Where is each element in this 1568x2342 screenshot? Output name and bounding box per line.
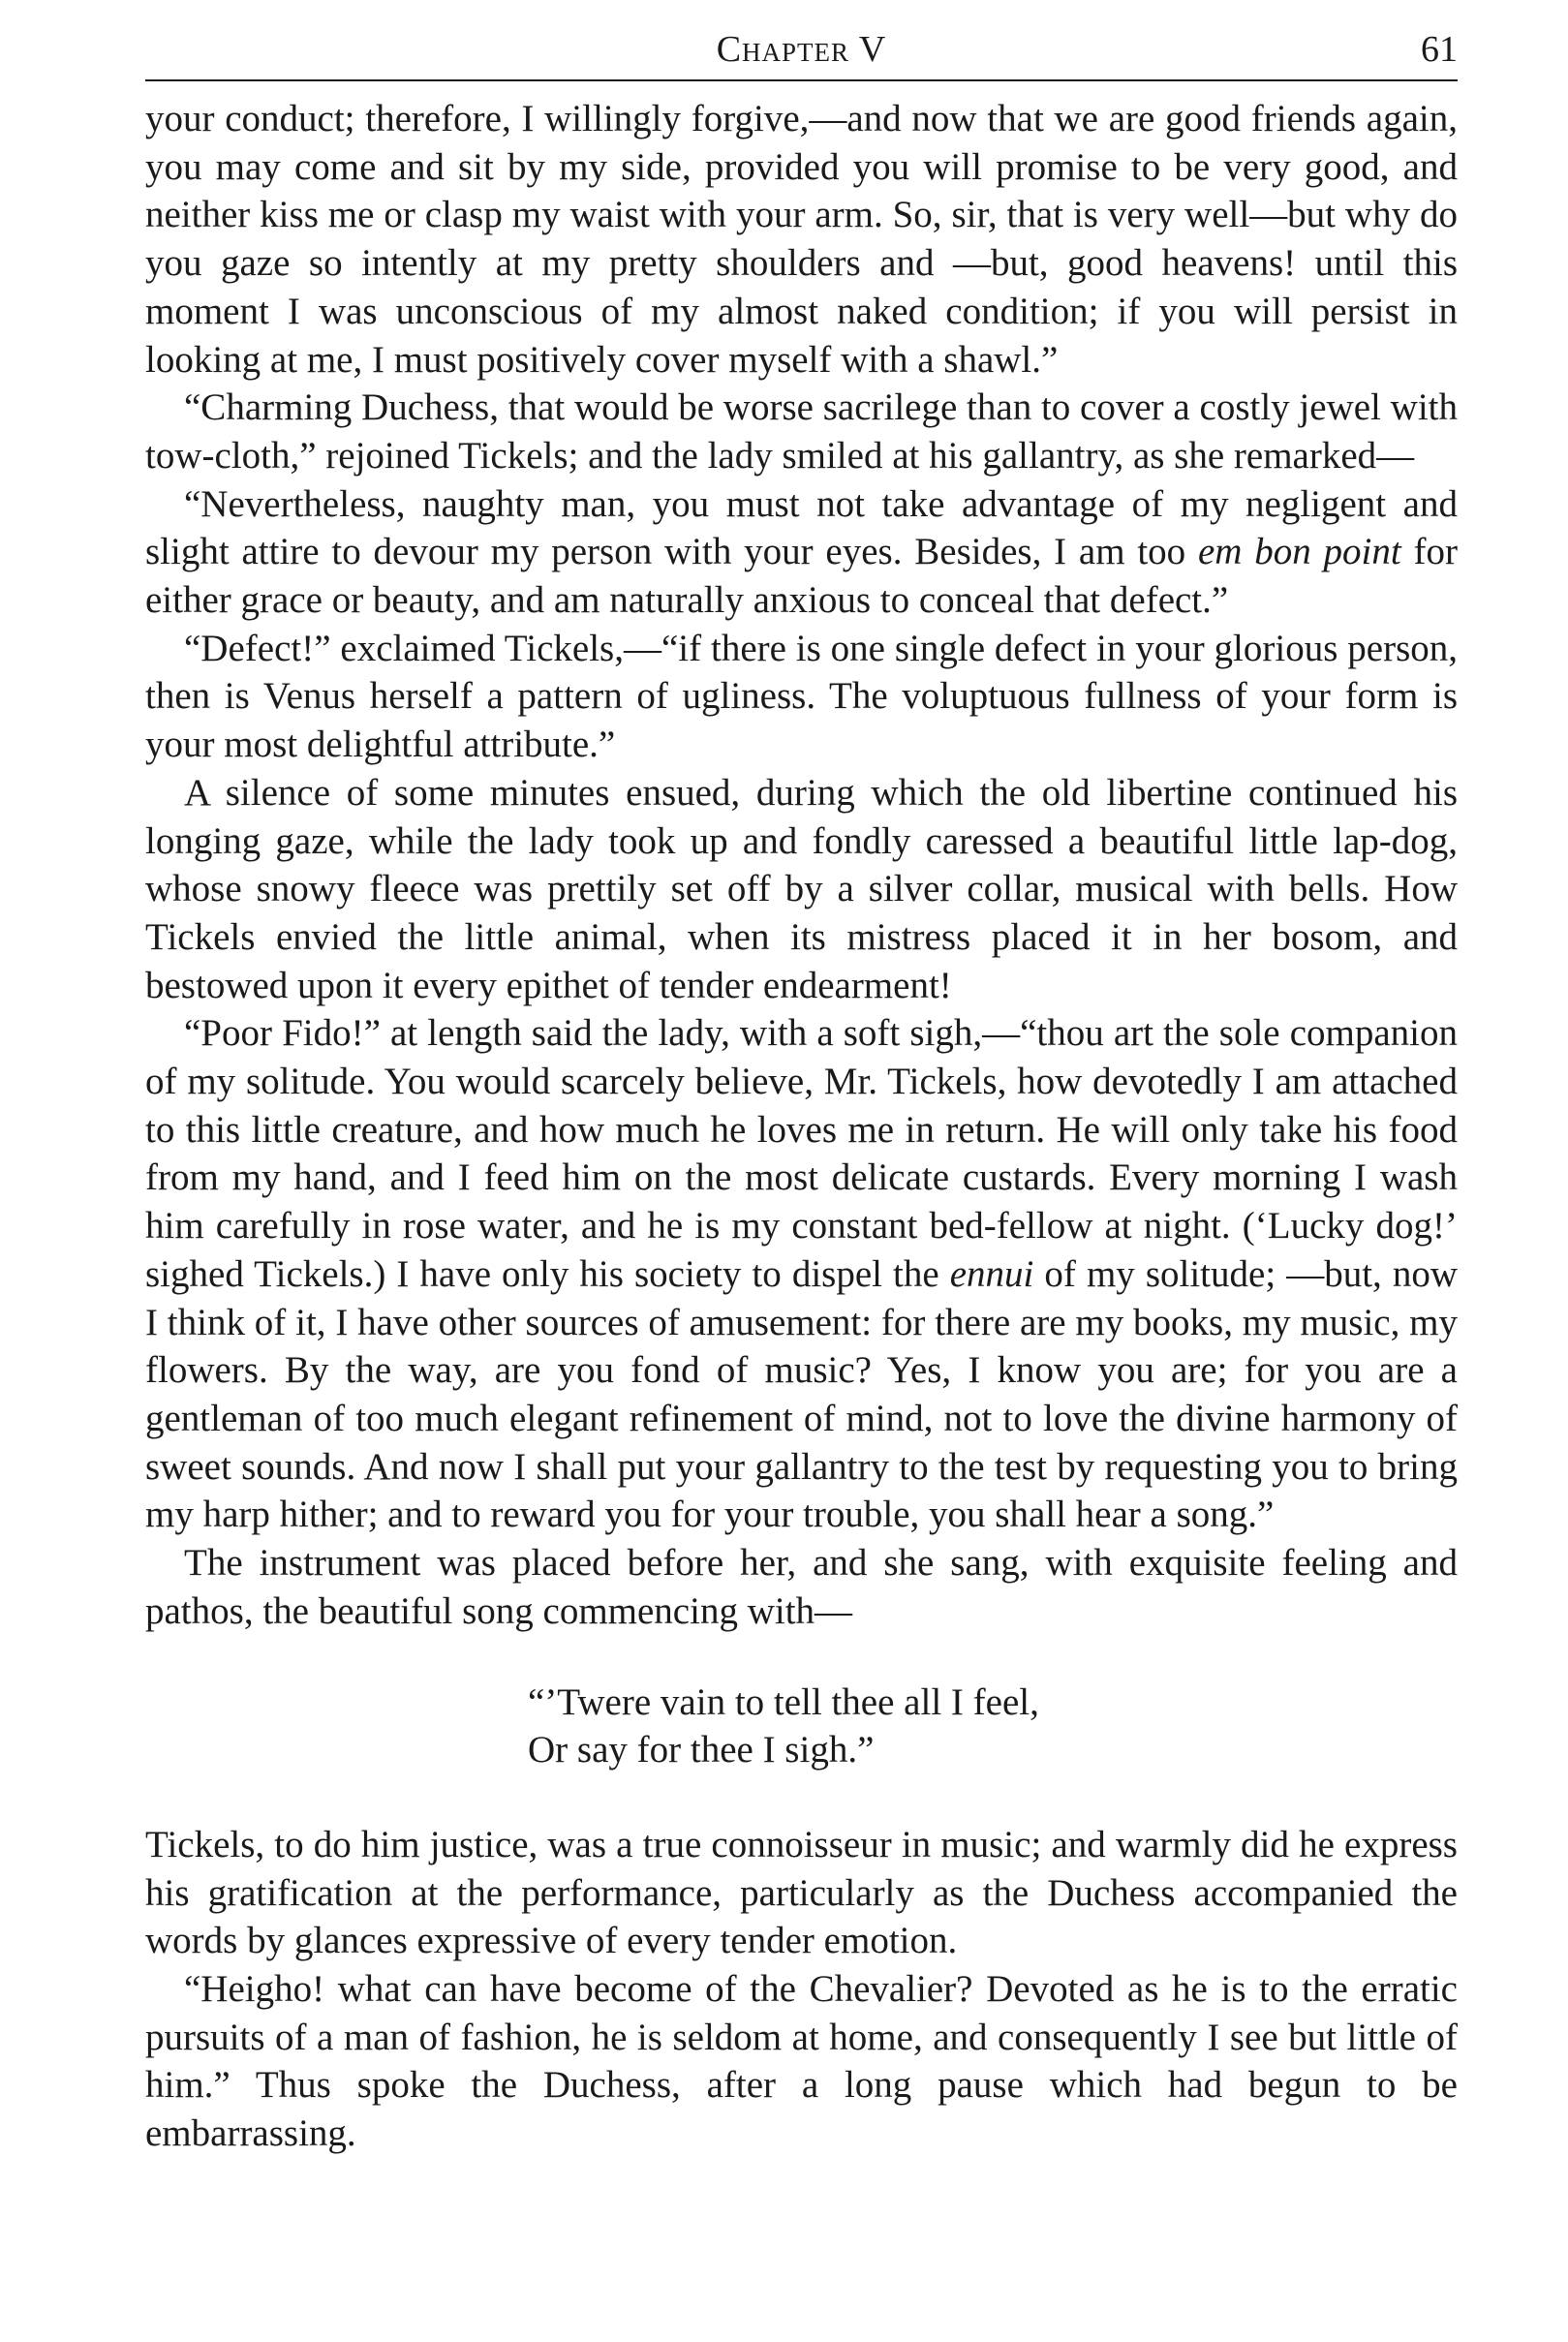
paragraph-8: Tickels, to do him justice, was a true connoisseur in music; and warmly did he express his gratification at the performance, particularly as the Duchess accompanied the words by glances expressive of every tender emotion. (145, 1823, 1458, 1962)
paragraph-2: “Charming Duchess, that would be worse sacrilege than to cover a costly jewel with tow-cloth,” rejoined Tickels; and the lady smiled at his gallantry, as she remarked— (145, 386, 1458, 477)
paragraph-6 (145, 1009, 1458, 1539)
verse-quote (528, 1679, 1458, 1774)
book-page (145, 19, 1458, 2158)
paragraph-6-text-b: of my solitude; —but, now I think of it, I have other sources of amusement: for there are my books, my music, my flowers. By the way, are you fond of music? Yes, I know you are; for you are a gentleman of too much elegant refinement of mind, not to love the divine harmony of sweet sounds. And now I shall put your gallantry to the test by requesting you to bring my harp hither; and to reward you for your trouble, you shall hear a song.” (145, 1252, 1458, 1536)
page-number: 61 (1421, 29, 1458, 70)
paragraph-1: your conduct; therefore, I willingly forgive,—and now that we are good friends again, you may come and sit by my side, provided you will promise to be very good, and neither kiss me or clasp my waist with your arm. So, sir, that is very well—but why do you gaze so intently at my pretty shoulders and —but, good heavens! until this moment I was unconscious of my almost naked condition; if you will persist in looking at me, I must positively cover myself with a shawl.” (145, 98, 1458, 381)
paragraph-3-text-b: for either grace or beauty, and am naturally anxious to conceal that defect.” (145, 531, 1458, 622)
chapter-title: Chapter V (716, 29, 887, 70)
paragraph-3 (145, 480, 1458, 625)
paragraph-3-italic: em bon point (1197, 531, 1401, 573)
verse-line-2: Or say for thee I sigh.” (528, 1729, 875, 1772)
paragraph-4: “Defect!” exclaimed Tickels,—“if there is one single defect in your glorious person, then is Venus herself a pattern of ugliness. The voluptuous fullness of your form is your most delightful attribute.” (145, 627, 1458, 766)
paragraph-9: “Heigho! what can have become of the Chevalier? Devoted as he is to the erratic pursuits of a man of fashion, he is seldom at home, and consequently I see but little of him.” Thus spoke the Duchess, after a long pause which had begun to be embarrassing. (145, 1968, 1458, 2155)
running-head (145, 19, 1458, 79)
body-text (145, 95, 1458, 1636)
paragraph-7: The instrument was placed before her, and she sang, with exquisite feeling and pathos, the beautiful song commencing with— (145, 1542, 1458, 1632)
header-rule (145, 79, 1458, 81)
paragraph-3-text-a: “Nevertheless, naughty man, you must not take advantage of my negligent and slight attire to devour my person with your eyes. Besides, I am too (145, 482, 1458, 573)
paragraph-6-text-a: “Poor Fido!” at length said the lady, with a soft sigh,—“thou art the sole companion of my solitude. You would scarcely believe, Mr. Tickels, how devotedly I am attached to this little creature, and how much he loves me in return. He will only take his food from my hand, and I feed him on the most delicate custards. Every morning I wash him carefully in rose water, and he is my constant bed-fellow at night. (‘Lucky dog!’ sighed Tickels.) I have only his society to dispel the (145, 1012, 1458, 1295)
verse-line-1: “’Twere vain to tell thee all I feel, (528, 1680, 1039, 1723)
paragraph-6-italic: ennui (949, 1252, 1034, 1295)
paragraph-5: A silence of some minutes ensued, during which the old libertine continued his longing gaze, while the lady took up and fondly caressed a beautiful little lap-dog, whose snowy fleece was prettily set off by a silver collar, musical with bells. How Tickels envied the little animal, when its mistress placed it in her bosom, and bestowed upon it every epithet of tender endearment! (145, 771, 1458, 1006)
body-text-after-verse (145, 1821, 1458, 2158)
